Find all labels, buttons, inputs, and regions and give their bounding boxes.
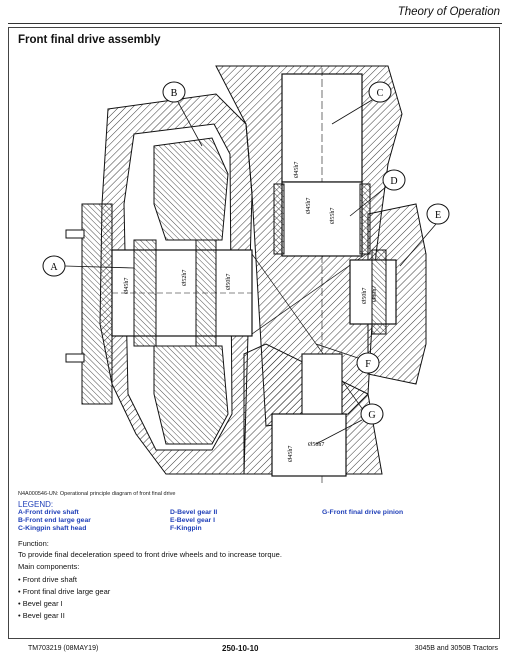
flange-bolt — [66, 230, 84, 238]
main-components-label: Main components: — [18, 562, 80, 571]
main-components-list — [18, 574, 110, 622]
svg-text:D: D — [390, 176, 398, 187]
list-item: • Bevel gear II — [18, 611, 65, 620]
footer-page-number: 250-10-10 — [222, 644, 259, 653]
list-item: • Front drive shaft — [18, 575, 77, 584]
svg-text:A: A — [50, 262, 58, 273]
footer-product: 3045B and 3050B Tractors — [414, 645, 498, 652]
legend-item: C-Kingpin shaft head — [18, 525, 87, 532]
dimension-label: Ø50h7 — [226, 273, 232, 290]
list-item: • Front final drive large gear — [18, 587, 111, 596]
legend-item: E-Bevel gear I — [170, 517, 215, 524]
section-title: Front final drive assembly — [18, 34, 161, 46]
legend-item: B-Front end large gear — [18, 517, 91, 524]
list-item: • Bevel gear I — [18, 599, 63, 608]
dimension-label: Ø45h7 — [294, 161, 300, 178]
bevel-gear-ii — [282, 182, 362, 256]
dimension-label: Ø45h7 — [124, 277, 130, 294]
dimension-label: Ø50h7 — [308, 442, 325, 448]
function-text: To provide final deceleration speed to front drive wheels and to increase torque. — [18, 550, 282, 559]
legend-title: LEGEND: — [18, 500, 54, 509]
legend-item: D-Bevel gear II — [170, 509, 218, 516]
svg-text:G: G — [368, 410, 376, 421]
kingpin — [302, 354, 342, 414]
dimension-label: Ø45h7 — [288, 445, 294, 462]
flange-bolt — [66, 354, 84, 362]
front-end-large-gear — [154, 138, 228, 240]
svg-text:F: F — [365, 359, 371, 370]
svg-text:E: E — [434, 210, 442, 221]
page-header-title: Theory of Operation — [397, 6, 500, 18]
svg-text:B: B — [170, 88, 178, 99]
header-rule — [8, 23, 502, 24]
legend-item: A-Front drive shaft — [18, 509, 79, 516]
dimension-label: Ø55h7 — [330, 207, 336, 224]
front-end-large-gear — [154, 346, 228, 444]
svg-text:C: C — [376, 88, 384, 99]
dimension-label: Ø45h7 — [306, 197, 312, 214]
legend-item: G-Front final drive pinion — [322, 509, 404, 516]
shaft-bearing — [134, 240, 156, 346]
figure-caption: N4A000546-UN: Operational principle diagram of front final drive — [18, 491, 176, 497]
dimension-label: Ø52h7 — [182, 269, 188, 286]
footer-doc-id: TM703219 (08MAY19) — [28, 645, 99, 652]
assembly-diagram — [16, 54, 492, 484]
function-label: Function: — [18, 539, 49, 548]
legend-item: F-Kingpin — [170, 525, 202, 532]
shaft-bearing — [196, 240, 216, 346]
hub-flange — [82, 204, 112, 404]
dimension-label: Ø80h7 — [372, 285, 378, 302]
dimension-label: Ø50h7 — [362, 287, 368, 304]
